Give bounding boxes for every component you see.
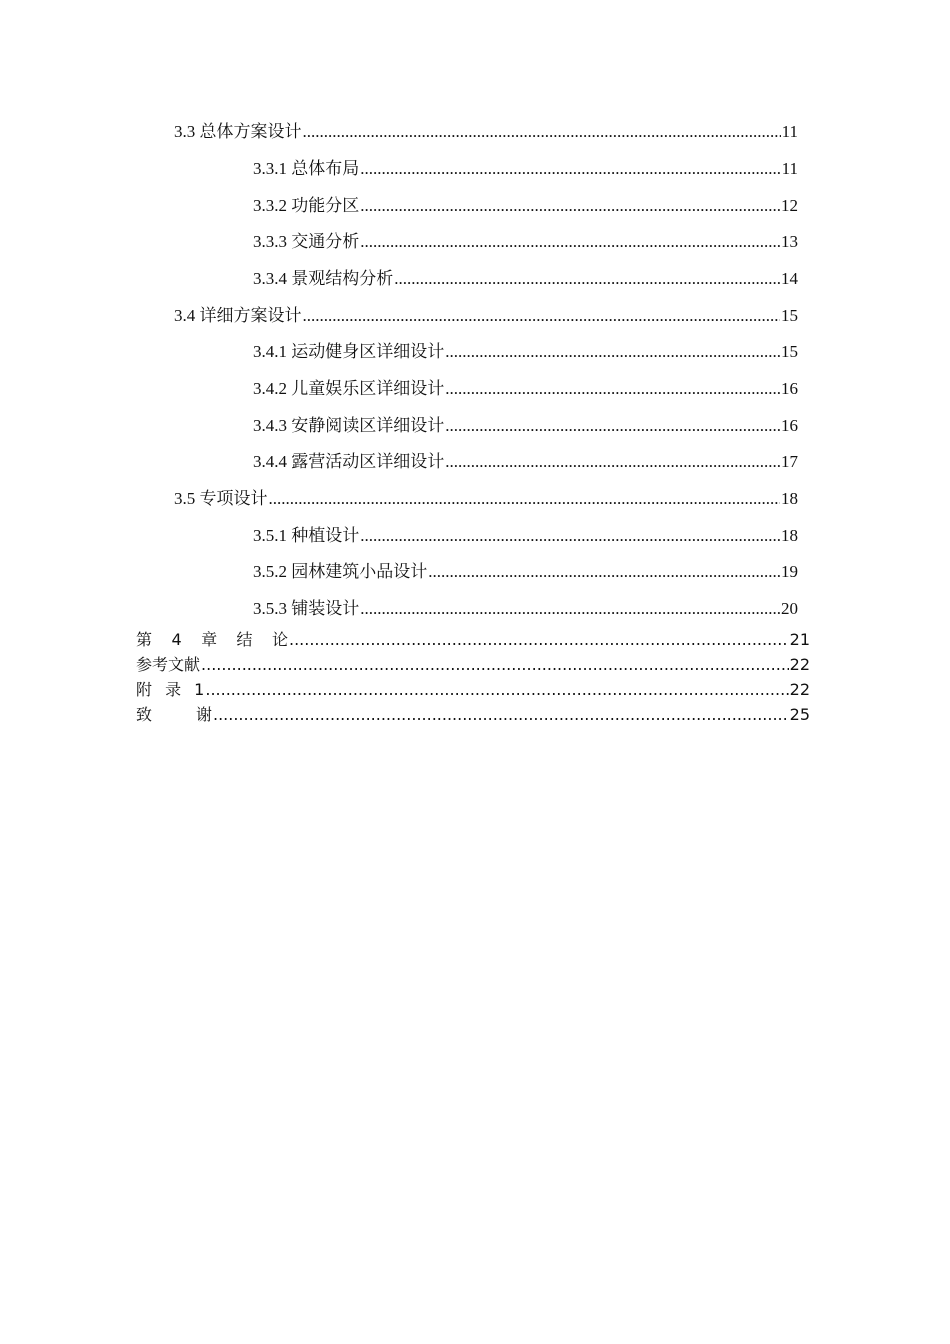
toc-entry-label: 3.4.2 儿童娱乐区详细设计 (253, 379, 445, 398)
toc-entry-label: 3.3.2 功能分区 (253, 196, 360, 215)
toc-entry-label: 致 谢 (136, 705, 212, 724)
toc-entry-3-5-3[interactable] (253, 598, 798, 620)
toc-dot-leader (360, 525, 780, 547)
toc-entry-3-5[interactable] (174, 488, 798, 510)
toc-dot-leader (201, 654, 789, 676)
toc-dot-leader (360, 195, 780, 217)
toc-entry-3-4-2[interactable] (253, 378, 798, 400)
toc-page-number: 15 (781, 342, 798, 361)
toc-entry-3-4[interactable] (174, 305, 798, 327)
toc-page-number: 11 (781, 122, 798, 141)
toc-entry-acknowledgements[interactable] (136, 704, 810, 726)
toc-entry-label: 附 录 1 (136, 680, 205, 699)
toc-entry-chapter-4[interactable] (136, 629, 810, 651)
toc-page-number: 16 (781, 416, 798, 435)
toc-entry-3-3-1[interactable] (253, 158, 798, 180)
toc-entry-label: 3.3.1 总体布局 (253, 159, 360, 178)
toc-page-number: 25 (789, 705, 810, 724)
toc-entry-label: 3.5 专项设计 (174, 489, 268, 508)
toc-page-number: 16 (781, 379, 798, 398)
toc-page-number: 15 (781, 306, 798, 325)
toc-dot-leader (445, 451, 780, 473)
toc-page-number: 11 (781, 159, 798, 178)
toc-entry-label: 3.5.1 种植设计 (253, 526, 360, 545)
toc-entry-label: 3.3.4 景观结构分析 (253, 269, 394, 288)
toc-dot-leader (360, 158, 780, 180)
toc-entry-3-4-4[interactable] (253, 451, 798, 473)
toc-dot-leader (303, 305, 781, 327)
toc-entry-3-3[interactable] (174, 121, 798, 143)
toc-page-number: 14 (781, 269, 798, 288)
toc-entry-label: 3.4 详细方案设计 (174, 306, 302, 325)
toc-entry-label: 3.4.4 露营活动区详细设计 (253, 452, 445, 471)
toc-entry-3-5-1[interactable] (253, 525, 798, 547)
toc-page-number: 22 (789, 655, 810, 674)
toc-dot-leader (445, 415, 780, 437)
toc-page-number: 18 (781, 489, 798, 508)
toc-dot-leader (445, 378, 780, 400)
toc-entry-3-3-2[interactable] (253, 195, 798, 217)
toc-entry-label: 3.3 总体方案设计 (174, 122, 302, 141)
toc-entry-label: 第 4 章 结 论 (136, 630, 288, 649)
toc-entry-label: 参考文献 (136, 655, 201, 674)
toc-page-number: 21 (789, 630, 810, 649)
toc-entry-label: 3.3.3 交通分析 (253, 232, 360, 251)
toc-page-number: 19 (781, 562, 798, 581)
toc-dot-leader (303, 121, 781, 143)
toc-entry-label: 3.5.2 园林建筑小品设计 (253, 562, 428, 581)
toc-page-number: 20 (781, 599, 798, 618)
toc-entry-references[interactable] (136, 654, 810, 676)
toc-page-number: 12 (781, 196, 798, 215)
toc-entry-3-4-1[interactable] (253, 341, 798, 363)
toc-entry-3-3-4[interactable] (253, 268, 798, 290)
toc-dot-leader (394, 268, 780, 290)
toc-entry-3-3-3[interactable] (253, 231, 798, 253)
toc-entry-3-4-3[interactable] (253, 415, 798, 437)
toc-page-number: 18 (781, 526, 798, 545)
toc-page-number: 13 (781, 232, 798, 251)
toc-entry-label: 3.5.3 铺装设计 (253, 599, 360, 618)
toc-dot-leader (269, 488, 781, 510)
toc-dot-leader (289, 629, 789, 651)
toc-dot-leader (360, 231, 780, 253)
toc-entry-3-5-2[interactable] (253, 561, 798, 583)
toc-entry-appendix-1[interactable] (136, 679, 810, 701)
toc-entry-label: 3.4.1 运动健身区详细设计 (253, 342, 445, 361)
toc-dot-leader (213, 704, 789, 726)
toc-dot-leader (445, 341, 780, 363)
toc-page-number: 22 (789, 680, 810, 699)
toc-dot-leader (205, 679, 788, 701)
toc-entry-label: 3.4.3 安静阅读区详细设计 (253, 416, 445, 435)
toc-dot-leader (428, 561, 780, 583)
toc-page-number: 17 (781, 452, 798, 471)
toc-dot-leader (360, 598, 780, 620)
